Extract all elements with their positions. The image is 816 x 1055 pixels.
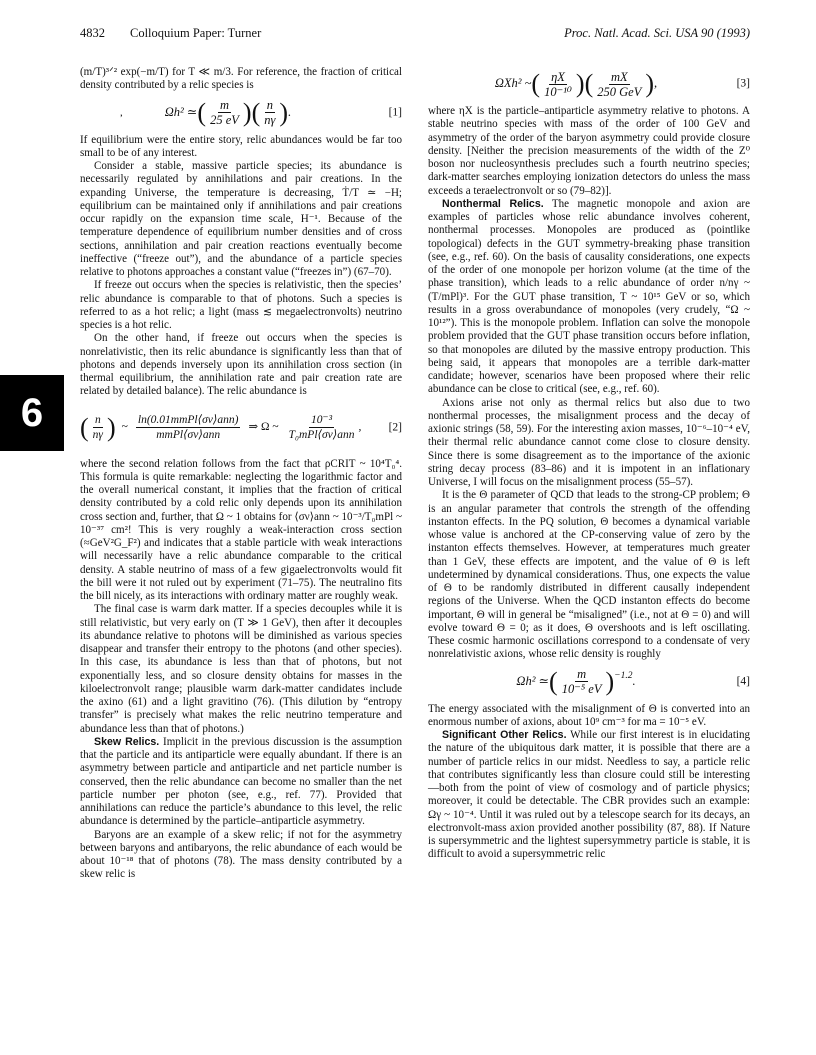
equation-lead-mark: , [120, 105, 123, 118]
fraction-denominator: 10⁻¹⁰ [544, 84, 572, 99]
equation-lhs: Ωh² ≃ [516, 673, 550, 688]
equation-number: [1] [388, 105, 402, 118]
fraction-numerator: ηX [551, 69, 565, 84]
paragraph: Consider a stable, massive particle species; its abundance is necessarily regulated by annihilations and pair creations. In the expanding Universe, the temperature is decreasing, Ṫ/T ≃ −H; equilibrium can be maintained only if annihilations and pair creations occur rapidly on the expansion time scale, H⁻¹. Because of the temperature dependence of equilibrium number densities and of cross sections, annihilation and pair creation reactions eventually become ineffective (“freeze out”), and the abundance of a particle species relative to photons approaches a constant value (“freezes in”) (67–70). [80, 160, 402, 278]
equation-tail: , [654, 76, 658, 91]
section-heading: Nonthermal Relics. [442, 197, 544, 210]
fraction-denominator: mmPl⟨σν⟩ann [156, 429, 221, 441]
paragraph: (m/T)³ᐟ² exp(−m/T) for T ≪ m/3. For reference, the fraction of critical density contributed by a relic species is [80, 66, 402, 92]
fraction-numerator: n [94, 414, 101, 426]
right-column [428, 66, 750, 862]
fraction-denominator: 10⁻⁵ eV [561, 682, 602, 696]
paragraph: If equilibrium were the entire story, relic abundances would be far too small to be of any interest. [80, 133, 402, 159]
paragraph: The final case is warm dark matter. If a species decouples while it is still relativistic, but very early on (T ≫ 1 GeV), then after it decouples its abundance relative to photons will be diminished as various species disappear and transfer their entropy to the photons (and other species). In this case, its abundance is less than that of photons, but not exponentially less, and so closure density obtains for masses in the kiloelectronvolt range; plausible warm dark-matter candidates include the axino (61) and a light gravitino (76). (This dilution by “entropy transfer” is precisely what makes the relic neutrino temperature and abundance less than that of photons.) [80, 603, 402, 735]
paragraph: Baryons are an example of a skew relic; if not for the asymmetry between baryons and antibaryons, the relic abundance of each would be about 10⁻¹⁸ that of photons (78). The mass density contributed by a skew relic is [80, 828, 402, 881]
left-column [80, 66, 402, 882]
fraction-denominator: 25 eV [210, 113, 239, 127]
paragraph [428, 198, 750, 397]
equation-4: Ωh² ≃ ( $\frac{m}{\text{10⁻⁵ eV}}$ ) $^{-1.2}$ . [4] [516, 666, 750, 696]
paragraph: Axions arise not only as thermal relics but also due to two nonthermal processes, the misalignment process and the decay of axionic strings (58, 59). For the interesting axion masses, 10⁻⁶–10⁻⁴ eV, their thermal relic abundance cannot come close to closure density. Since there is some disagreement as to the importance of the axionic string decay process (83–86) and it is impotent in an inflationary Universe, I will focus on the misalignment process (55–57). [428, 396, 750, 488]
equation-exponent: −1.2 [614, 670, 633, 681]
section-tab-marker: 6 [0, 375, 64, 451]
section-heading: Significant Other Relics. [442, 729, 567, 741]
equation-tail: , [358, 420, 362, 433]
paragraph: The energy associated with the misalignment of Θ is converted into an enormous number of axions, about 10⁹ cm⁻³ for ma = 10⁻⁵ eV. [428, 702, 750, 728]
equation-lhs: ΩXh² ~ [494, 76, 532, 91]
section-heading: Skew Relics. [94, 735, 160, 748]
header-journal-citation: Proc. Natl. Acad. Sci. USA 90 (1993) [564, 26, 750, 40]
paragraph: It is the Θ parameter of QCD that leads to the strong-CP problem; Θ is an angular parameter that controls the strength of the offending instanton effects. In the PQ solution, Θ becomes a dynamical variable whose value is anchored at the CP-conserving value of zero by the instanton effects themselves. However, at temperatures much greater than 1 GeV, these effects are impotent, and the value of Θ is left undetermined by dynamical considerations. Thus, one expects the value of Θ to be randomly distributed in different causally independent regions of the Universe. When the QCD instanton effects do become important, Θ will in general be “misaligned” (i.e., not at Θ = 0) and will evolve toward Θ = 0; as it does, Θ overshoots and is left oscillating. These cosmic harmonic oscillations correspond to a condensate of very nonrelativistic axions, whose relic density is roughly [428, 489, 750, 661]
equation-2: ( $\frac{n}{n\gamma}$ ) ~ $\frac{\text{ln(0.01mmPl⟨σν⟩ann)}}{\text{mmPl⟨σν⟩ann}}$ ⇒ Ω ~ $\frac{\text{10⁻³}}{\text{T₀mPl⟨σν⟩ann}}$ , [2] [80, 412, 402, 442]
fraction-denominator: 250 GeV [597, 84, 642, 99]
equation-3: ΩXh² ~ ( $\frac{\eta X}{\text{10⁻¹⁰}}$ ) ( $\frac{mX}{\text{250 GeV}}$ ) , [3] [494, 69, 750, 99]
fraction-numerator: m [219, 98, 229, 112]
paragraph: where ηX is the particle–antiparticle asymmetry relative to photons. A stable neutrino species with mass of the order of 100 GeV and asymmetry of the order of the baryon asymmetry could provide closure density. [Neither the precision measurements of the width of the Z⁰ boson nor nucleosynthesis precludes such a fourth neutrino species; dark-matter searches employing ionization detectors do unless the mass exceeds a teraelectronvolt or so (79–82)]. [428, 105, 750, 197]
paragraph: If freeze out occurs when the species is relativistic, then the species’ relic abundance is comparable to that of photons. Such a species is referred to as a hot relic; a light (mass ≲ megaelectronvolts) neutrino species is a hot relic. [80, 279, 402, 331]
equation-lhs: Ωh² ≃ [164, 104, 198, 119]
fraction-numerator: m [577, 667, 587, 681]
paragraph-text: While our first interest is in elucidating the nature of the ubiquitous dark matter, it is possible that there are a number of particle relics in our midst. Needless to say, a particle relic that contributes significantly less than closure could still be interesting—both from the point of view of cosmology and of particle physics; moreover, it could be detectable. The CBR provides such an example: Ωγ ~ 10⁻⁴. Until it was ruled out by a telescope search for its decays, an electronvolt-mass axion provided another possibility (87, 88). If Nature is supersymmetric and the lightest supersymmetry particle is stable, it is difficult to avoid a supersymmetric relic [428, 729, 750, 861]
equation-1: , Ωh² ≃ ( $\frac{m}{25 eV}$ ) ( $\frac{n}{n\gamma}$ ) . [1] [120, 97, 402, 127]
equation-number: [4] [736, 674, 750, 687]
paragraph-text: The magnetic monopole and axion are examples of particles whose relic abundance involves coherent, nonthermal processes. Monopoles are produced as (pointlike topological) defects in the GUT symmetry-breaking phase transition (see, e.g., ref. 60). On the basis of causality considerations, one expects of the order of one monopole per horizon volume (at the time of the phase transition), which leads to a relic abundance of order n/nγ ~ (T/mPl)³. For the GUT phase transition, T ~ 10¹⁵ GeV or so, which results in a gross overabundance of monopoles (very crudely, “Ω ~ 10¹²”). This is the monopole problem. Inflation can solve the monopole problem provided that the GUT phase transition occurs before inflation, so that monopoles are diluted by the massive entropy production. This being said, it appears that monopoles are a terrible dark-matter candidate; however, scenarios have been proposed where their relic abundance can be close to critical (see, e.g., ref. 60). [428, 197, 750, 396]
paragraph: where the second relation follows from the fact that ρCRIT ~ 10⁴T₀⁴. This formula is quite remarkable: neglecting the logarithmic factor and the overall numerical constant, it implies that the fraction of critical density contributed by a cold relic only depends upon its annihilation cross section and, further, that Ω ~ 1 obtains for ⟨σν⟩ann ~ 10⁻³/T₀mPl ~ 10⁻³⁷ cm²! This is very roughly a weak-interaction cross section (≈GeV²G_F²) and indicates that a stable particle with weak interactions will necessarily have a relic abundance comparable to the critical density. A stable neutrino of mass of a few gigaelectronvolts would fit the bill were it not ruled out by experiment (71–75). The neutralino fits the bill nicely, as its interactions with ordinary matter are roughly weak. [80, 457, 402, 602]
fraction-denominator: T₀mPl⟨σν⟩ann [288, 429, 355, 441]
running-header [80, 26, 750, 42]
paragraph [428, 729, 750, 862]
equation-number: [3] [736, 77, 750, 90]
equation-number: [2] [388, 420, 402, 433]
fraction-numerator: mX [610, 69, 628, 84]
fraction-denominator: nγ [264, 113, 276, 127]
header-page-and-title: 4832 Colloquium Paper: Turner [80, 26, 262, 40]
paragraph: On the other hand, if freeze out occurs when the species is nonrelativistic, then its relic abundance is significantly less than that of photons and depends inversely upon its annihilation cross section (in thermal equilibrium, the annihilation rate and pair creation rate are related by detailed balance). The relic abundance is [80, 332, 402, 398]
equation-tail: . [632, 673, 636, 688]
equation-tail: . [288, 104, 292, 119]
fraction-numerator: ln(0.01mmPl⟨σν⟩ann) [137, 414, 239, 426]
paragraph [80, 736, 402, 829]
fraction-denominator: nγ [92, 429, 103, 441]
paragraph-text: Implicit in the previous discussion is the assumption that the particle and its antiparticle were equally abundant. If there is an asymmetry between particle and antiparticle and net particle number is conserved, then the relic abundance can become no smaller than the net particle number per photon (see, e.g., ref. 77). Provided that annihilations can reduce the particle’s abundance to this level, the relic abundance is determined by the particle–antiparticle asymmetry. [80, 735, 402, 828]
fraction-numerator: 10⁻³ [311, 414, 333, 426]
equation-implies: ⇒ Ω ~ [248, 420, 279, 433]
fraction-numerator: n [266, 98, 273, 112]
